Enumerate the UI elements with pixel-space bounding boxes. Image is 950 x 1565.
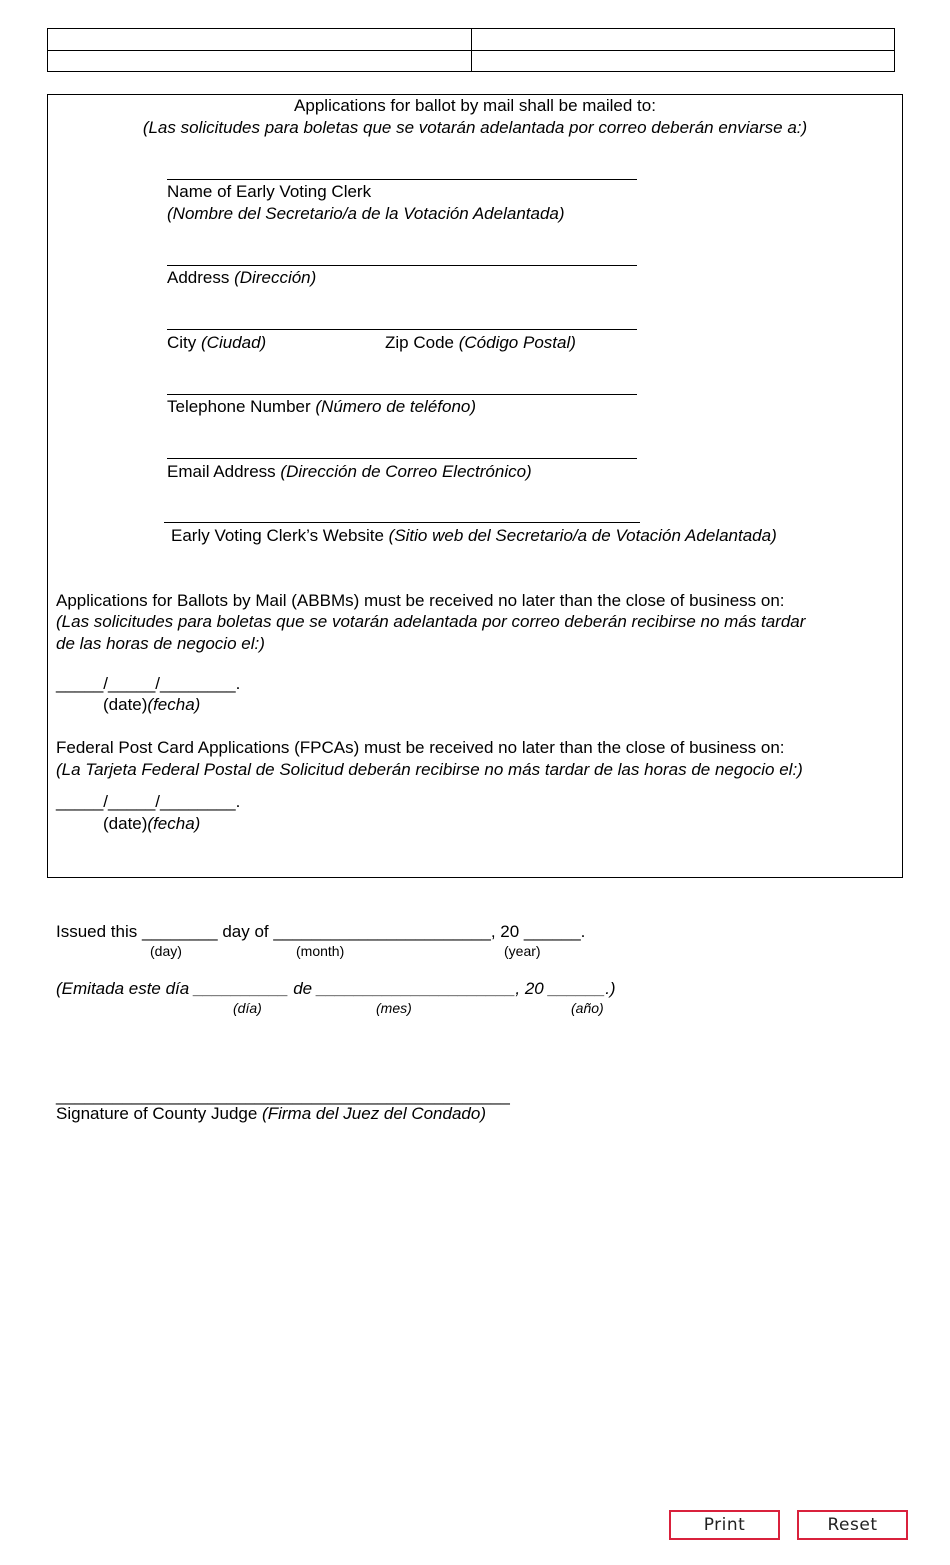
signature-field[interactable]: ________________________________________________ — [56, 1086, 510, 1105]
website-field[interactable] — [164, 522, 640, 523]
email-label-en: Email Address — [167, 462, 276, 481]
issued-year-caption-spanish: (año) — [571, 1000, 604, 1016]
email-label — [167, 462, 532, 482]
telephone-field[interactable] — [167, 394, 637, 395]
mail-heading: Applications for ballot by mail shall be mailed to: — [294, 96, 656, 115]
city-label — [167, 333, 266, 353]
email-field[interactable] — [167, 458, 637, 459]
zip-label-en: Zip Code — [385, 333, 454, 352]
abbm-deadline-text-spanish-1: (Las solicitudes para boletas que se votarán adelantada por correo deberán recibirse no más tardar — [56, 612, 806, 631]
abbm-date-label-es: (fecha) — [147, 695, 201, 714]
issued-month-caption-spanish: (mes) — [376, 1000, 412, 1016]
fpca-date-label-es: (fecha) — [147, 814, 201, 833]
zip-label — [385, 333, 576, 353]
issued-day-caption-spanish: (día) — [233, 1000, 262, 1016]
telephone-label-es: (Número de teléfono) — [315, 397, 477, 416]
signature-label-en: Signature of County Judge — [56, 1104, 258, 1123]
reset-button[interactable]: Reset — [797, 1510, 908, 1540]
fpca-date-field[interactable]: _____/_____/________. — [56, 792, 241, 811]
clerk-name-label: Name of Early Voting Clerk — [167, 182, 372, 201]
address-label — [167, 268, 316, 288]
telephone-label — [167, 397, 476, 417]
abbm-date-field[interactable]: _____/_____/________. — [56, 674, 241, 693]
issued-line[interactable]: Issued this ________ day of _______________________, 20 ______. — [56, 922, 586, 941]
issued-month-caption: (month) — [296, 943, 345, 959]
signature-label-es: (Firma del Juez del Condado) — [262, 1104, 486, 1123]
abbm-deadline-text-spanish-2: de las horas de negocio el:) — [56, 634, 265, 653]
issued-year-caption: (year) — [504, 943, 541, 959]
header-field-1[interactable] — [48, 29, 471, 50]
zip-label-es: (Código Postal) — [458, 333, 576, 352]
abbm-deadline-text: Applications for Ballots by Mail (ABBMs) must be received no later than the close of business on: — [56, 591, 785, 610]
email-label-es: (Dirección de Correo Electrónico) — [280, 462, 532, 481]
city-zip-field[interactable] — [167, 329, 637, 330]
abbm-date-label — [103, 695, 200, 715]
telephone-label-en: Telephone Number — [167, 397, 311, 416]
header-field-2[interactable] — [472, 29, 894, 50]
fpca-deadline-text: Federal Post Card Applications (FPCAs) must be received no later than the close of business on: — [56, 738, 785, 757]
issued-line-spanish[interactable]: (Emitada este día __________ de _____________________, 20 ______.) — [56, 979, 616, 998]
website-label-es: (Sitio web del Secretario/a de Votación Adelantada) — [388, 526, 777, 545]
header-field-4[interactable] — [472, 51, 894, 71]
address-label-en: Address — [167, 268, 230, 287]
header-table — [47, 28, 895, 72]
issued-day-caption: (day) — [150, 943, 182, 959]
website-label — [171, 526, 777, 546]
city-label-en: City — [167, 333, 197, 352]
address-label-es: (Dirección) — [234, 268, 317, 287]
fpca-date-label-en: (date) — [103, 814, 148, 833]
signature-label — [56, 1104, 486, 1124]
clerk-name-field[interactable] — [167, 179, 637, 180]
fpca-deadline-text-spanish: (La Tarjeta Federal Postal de Solicitud deberán recibirse no más tardar de las horas de negocio el:) — [56, 760, 803, 779]
print-button[interactable]: Print — [669, 1510, 780, 1540]
header-field-3[interactable] — [48, 51, 471, 71]
abbm-date-label-en: (date) — [103, 695, 148, 714]
address-field[interactable] — [167, 265, 637, 266]
fpca-date-label — [103, 814, 200, 834]
city-label-es: (Ciudad) — [201, 333, 267, 352]
clerk-name-label-spanish: (Nombre del Secretario/a de la Votación Adelantada) — [167, 204, 565, 223]
website-label-en: Early Voting Clerk’s Website — [171, 526, 384, 545]
mail-heading-spanish: (Las solicitudes para boletas que se votarán adelantada por correo deberán enviarse a:) — [142, 118, 808, 137]
